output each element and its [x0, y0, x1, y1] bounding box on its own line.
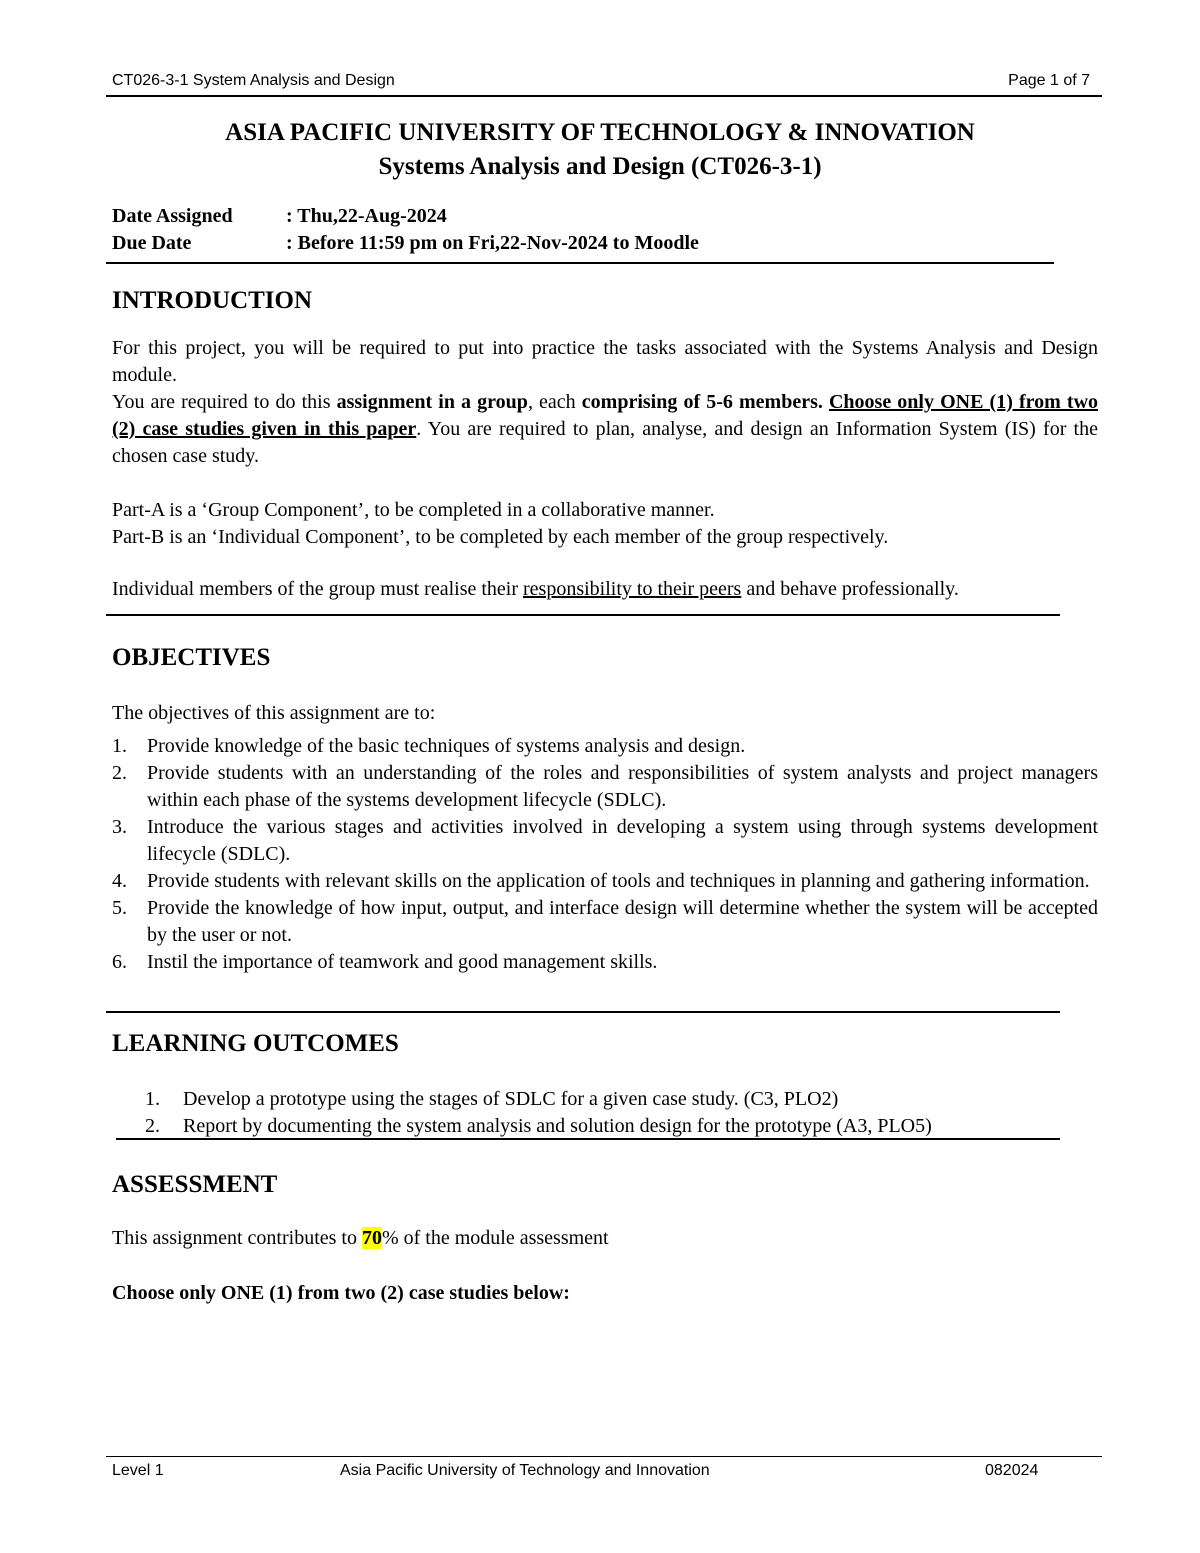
assessment-text	[112, 1225, 1098, 1252]
list-item-number: 1.	[145, 1088, 160, 1110]
learning-outcomes-list	[145, 1086, 1105, 1140]
list-item-text: Report by documenting the system analysis and solution design for the prototype (A3, PLO5)	[183, 1115, 932, 1137]
text-run: % of the module assessment	[381, 1227, 609, 1249]
due-date-label: Due Date	[112, 232, 192, 254]
list-item-number: 2.	[145, 1115, 160, 1137]
header-page-number: Page 1 of 7	[1008, 72, 1090, 89]
list-item-text: Develop a prototype using the stages of SDLC for a given case study. (C3, PLO2)	[183, 1088, 839, 1110]
objective-item	[112, 949, 1098, 976]
bold-text: assignment in a group	[336, 391, 528, 413]
list-item-text: Provide students with relevant skills on the application of tools and techniques in planning and gathering information.	[147, 870, 1090, 892]
learning-outcome-item	[145, 1086, 1105, 1113]
date-assigned-value: : Thu,22-Aug-2024	[286, 205, 447, 227]
objective-item	[112, 895, 1098, 949]
section-rule	[116, 1138, 1060, 1140]
list-item-number: 1.	[112, 735, 127, 757]
text-run: and behave professionally.	[741, 578, 959, 600]
date-assigned-row	[112, 205, 447, 228]
header-module: CT026-3-1 System Analysis and Design	[112, 72, 395, 89]
text-run: Individual members of the group must realise their	[112, 578, 524, 600]
choose-case-study-instruction: Choose only ONE (1) from two (2) case studies below:	[112, 1282, 570, 1304]
learning-outcomes-heading: LEARNING OUTCOMES	[112, 1030, 399, 1057]
module-title: Systems Analysis and Design (CT026-3-1)	[378, 153, 822, 180]
footer-code: 082024	[985, 1462, 1039, 1479]
introduction-paragraph-3: Part-A is a ‘Group Component’, to be completed in a collaborative manner.	[112, 499, 715, 521]
introduction-paragraph-4: Part-B is an ‘Individual Component’, to be completed by each member of the group respectively.	[112, 526, 889, 548]
footer-institution: Asia Pacific University of Technology and Innovation	[340, 1462, 710, 1479]
list-item-text: Provide students with an understanding of the roles and responsibilities of system analysts and project managers within each phase of the systems development lifecycle (SDLC).	[147, 762, 1098, 811]
text-run: . You are required to plan, analyse, and design an Information System (IS) for the chosen case study.	[112, 418, 1098, 467]
footer-level: Level 1	[112, 1462, 164, 1479]
text-run: This assignment contributes to	[112, 1227, 362, 1249]
footer-rule	[106, 1456, 1102, 1457]
introduction-paragraph-2	[112, 389, 1098, 470]
due-date-value: : Before 11:59 pm on Fri,22-Nov-2024 to Moodle	[286, 232, 699, 254]
date-assigned-label: Date Assigned	[112, 205, 233, 227]
list-item-text: Provide knowledge of the basic techniques of systems analysis and design.	[147, 735, 746, 757]
due-date-row	[112, 232, 699, 255]
list-item-number: 3.	[112, 816, 127, 838]
list-item-text: Provide the knowledge of how input, output, and interface design will determine whether the system will be accepted by the user or not.	[147, 897, 1098, 946]
highlighted-percent: 70	[361, 1227, 382, 1249]
list-item-number: 4.	[112, 870, 127, 892]
section-rule	[106, 1011, 1060, 1013]
list-item-text: Introduce the various stages and activities involved in developing a system using through systems development lifecycle (SDLC).	[147, 816, 1098, 865]
introduction-heading: INTRODUCTION	[112, 287, 313, 314]
university-title: ASIA PACIFIC UNIVERSITY OF TECHNOLOGY & INNOVATION	[225, 119, 975, 146]
objective-item	[112, 733, 1098, 760]
underlined-text: responsibility to their peers	[523, 578, 742, 600]
objectives-intro: The objectives of this assignment are to:	[112, 702, 436, 724]
objective-item	[112, 814, 1098, 868]
header-rule	[106, 95, 1102, 97]
list-item-text: Instil the importance of teamwork and good management skills.	[147, 951, 658, 973]
learning-outcome-item	[145, 1113, 1105, 1140]
text-run: , each	[527, 391, 582, 413]
objective-item	[112, 760, 1098, 814]
list-item-number: 2.	[112, 762, 127, 784]
list-item-number: 5.	[112, 897, 127, 919]
section-rule	[106, 262, 1054, 264]
bold-underlined-text: Choose only ONE (1) from two (2) case studies given in this paper	[112, 391, 1099, 440]
assessment-heading: ASSESSMENT	[112, 1171, 278, 1198]
page-header	[112, 72, 1100, 96]
objectives-list	[112, 733, 1098, 976]
list-item-number: 6.	[112, 951, 127, 973]
introduction-paragraph-1: For this project, you will be required to put into practice the tasks associated with the Systems Analysis and Design module.	[112, 337, 1098, 386]
bold-text: comprising of 5-6 members.	[581, 391, 823, 413]
text-run: You are required to do this	[112, 391, 337, 413]
objectives-heading: OBJECTIVES	[112, 644, 271, 671]
objective-item	[112, 868, 1098, 895]
introduction-paragraph-5	[112, 576, 1098, 603]
section-rule	[106, 614, 1060, 616]
